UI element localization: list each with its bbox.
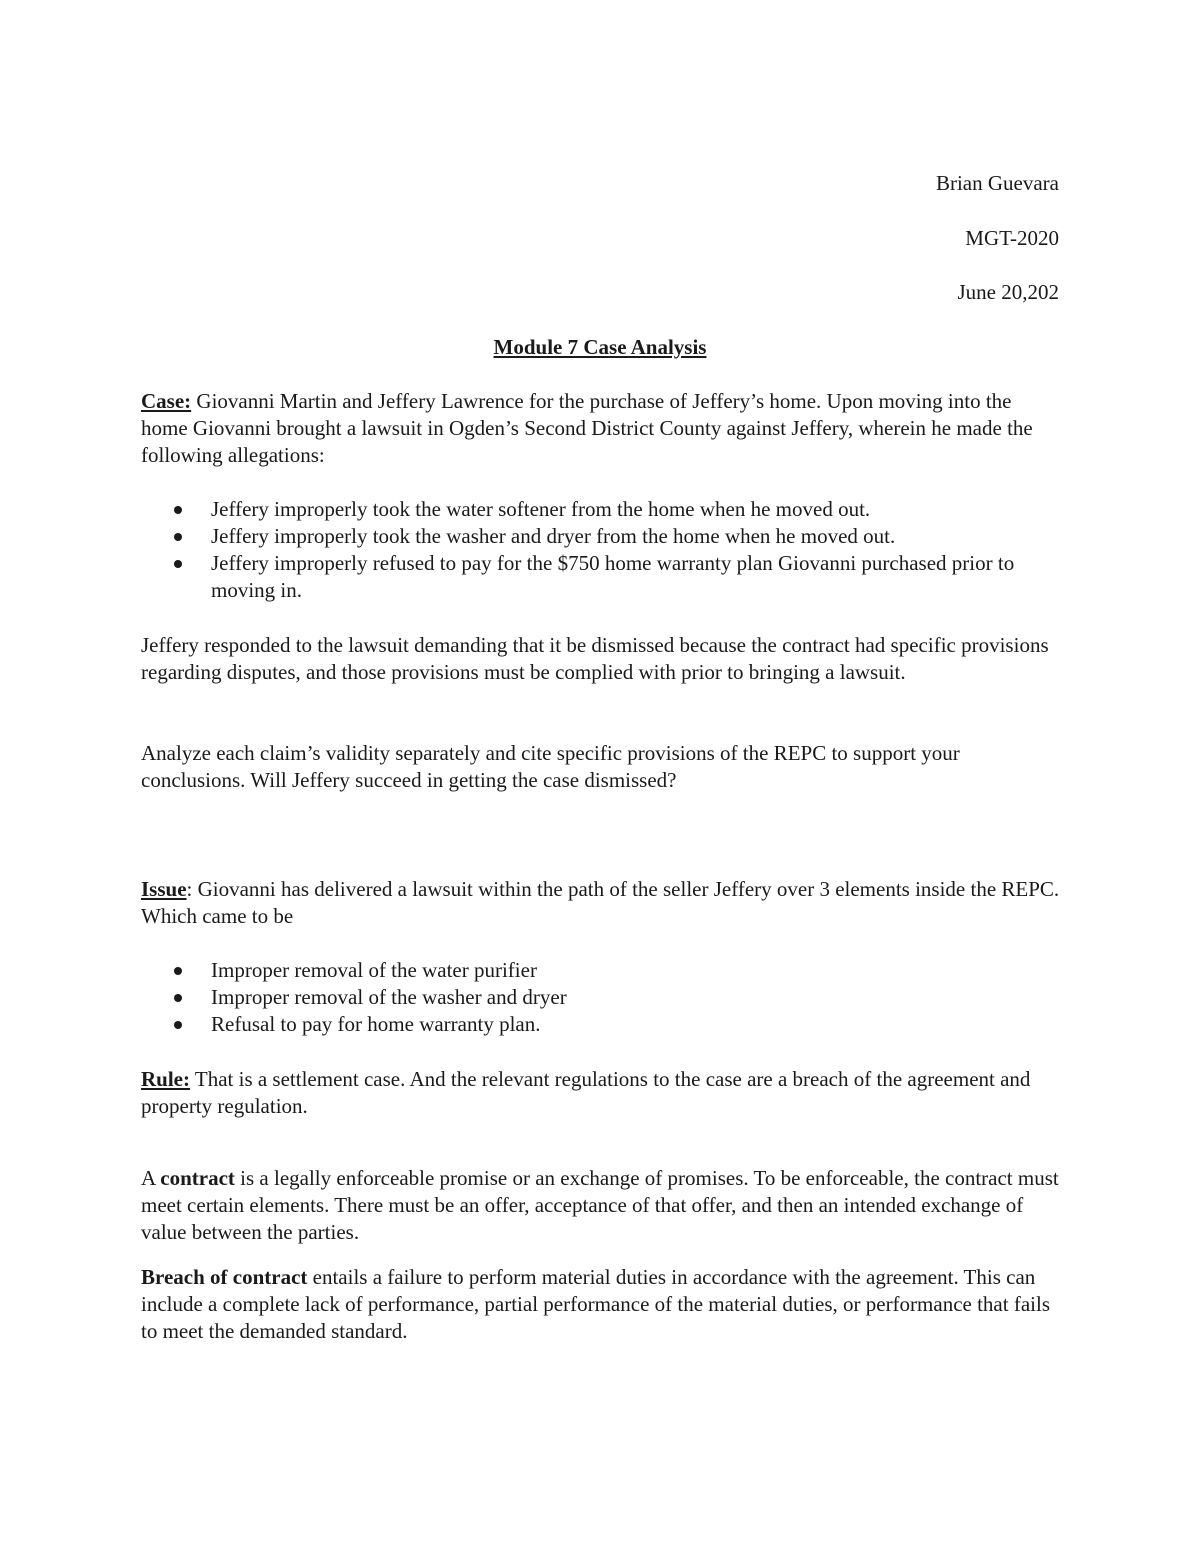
list-item xyxy=(141,496,1061,523)
contract-term: contract xyxy=(160,1166,235,1190)
contract-paragraph xyxy=(141,1165,1061,1246)
case-paragraph xyxy=(141,388,1061,469)
bullet-icon xyxy=(174,533,182,541)
allegation-text: Jeffery improperly refused to pay for the $750 home warranty plan Giovanni purchased prior to moving in. xyxy=(211,551,1015,602)
issue-item-text: Improper removal of the water purifier xyxy=(211,958,537,982)
bullet-icon xyxy=(174,560,182,568)
document-date: June 20,202 xyxy=(957,280,1059,304)
rule-paragraph xyxy=(141,1066,1061,1120)
response-text: Jeffery responded to the lawsuit demanding that it be dismissed because the contract had specific provisions regarding disputes, and those provisions must be complied with prior to bringing a lawsuit. xyxy=(141,633,1049,684)
contract-text: is a legally enforceable promise or an exchange of promises. To be enforceable, the contract must meet certain elements. There must be an offer, acceptance of that offer, and then an intended exchange of value between the parties. xyxy=(141,1166,1059,1244)
list-item xyxy=(141,550,1061,604)
allegation-text: Jeffery improperly took the washer and dryer from the home when he moved out. xyxy=(211,524,896,548)
question-text: Analyze each claim’s validity separately and cite specific provisions of the REPC to support your conclusions. Will Jeffery succeed in getting the case dismissed? xyxy=(141,741,960,792)
bullet-icon xyxy=(174,994,182,1002)
bullet-icon xyxy=(174,506,182,514)
course-code: MGT-2020 xyxy=(965,226,1059,250)
contract-prefix: A xyxy=(141,1166,161,1190)
breach-paragraph xyxy=(141,1264,1061,1345)
breach-text: entails a failure to perform material duties in accordance with the agreement. This can include a complete lack of performance, partial performance of the material duties, or performance that fails to meet the demanded standard. xyxy=(141,1265,1050,1343)
document-title: Module 7 Case Analysis xyxy=(493,335,707,359)
list-item xyxy=(141,957,1061,984)
bullet-icon xyxy=(174,967,182,975)
question-paragraph xyxy=(141,740,1061,794)
case-text: Giovanni Martin and Jeffery Lawrence for the purchase of Jeffery’s home. Upon moving into the home Giovanni brought a lawsuit in Ogden’s Second District County against Jeffery, wherein he made the following allegations: xyxy=(141,389,1033,467)
issue-paragraph xyxy=(141,876,1061,930)
list-item xyxy=(141,523,1061,550)
issue-item-text: Refusal to pay for home warranty plan. xyxy=(211,1012,541,1036)
list-item xyxy=(141,984,1061,1011)
rule-text: That is a settlement case. And the relevant regulations to the case are a breach of the agreement and property regulation. xyxy=(141,1067,1031,1118)
breach-term: Breach of contract xyxy=(141,1265,308,1289)
issue-item-text: Improper removal of the washer and dryer xyxy=(211,985,567,1009)
allegation-text: Jeffery improperly took the water softener from the home when he moved out. xyxy=(211,497,871,521)
issue-list xyxy=(141,957,1061,1038)
allegations-list xyxy=(141,496,1061,604)
issue-text: : Giovanni has delivered a lawsuit within the path of the seller Jeffery over 3 elements inside the REPC. Which came to be xyxy=(141,877,1060,928)
author-name: Brian Guevara xyxy=(935,171,1059,195)
bullet-icon xyxy=(174,1021,182,1029)
list-item xyxy=(141,1011,1061,1038)
response-paragraph xyxy=(141,632,1061,686)
rule-label: Rule: xyxy=(141,1067,190,1091)
issue-label: Issue xyxy=(141,877,187,901)
case-label: Case: xyxy=(141,389,192,413)
